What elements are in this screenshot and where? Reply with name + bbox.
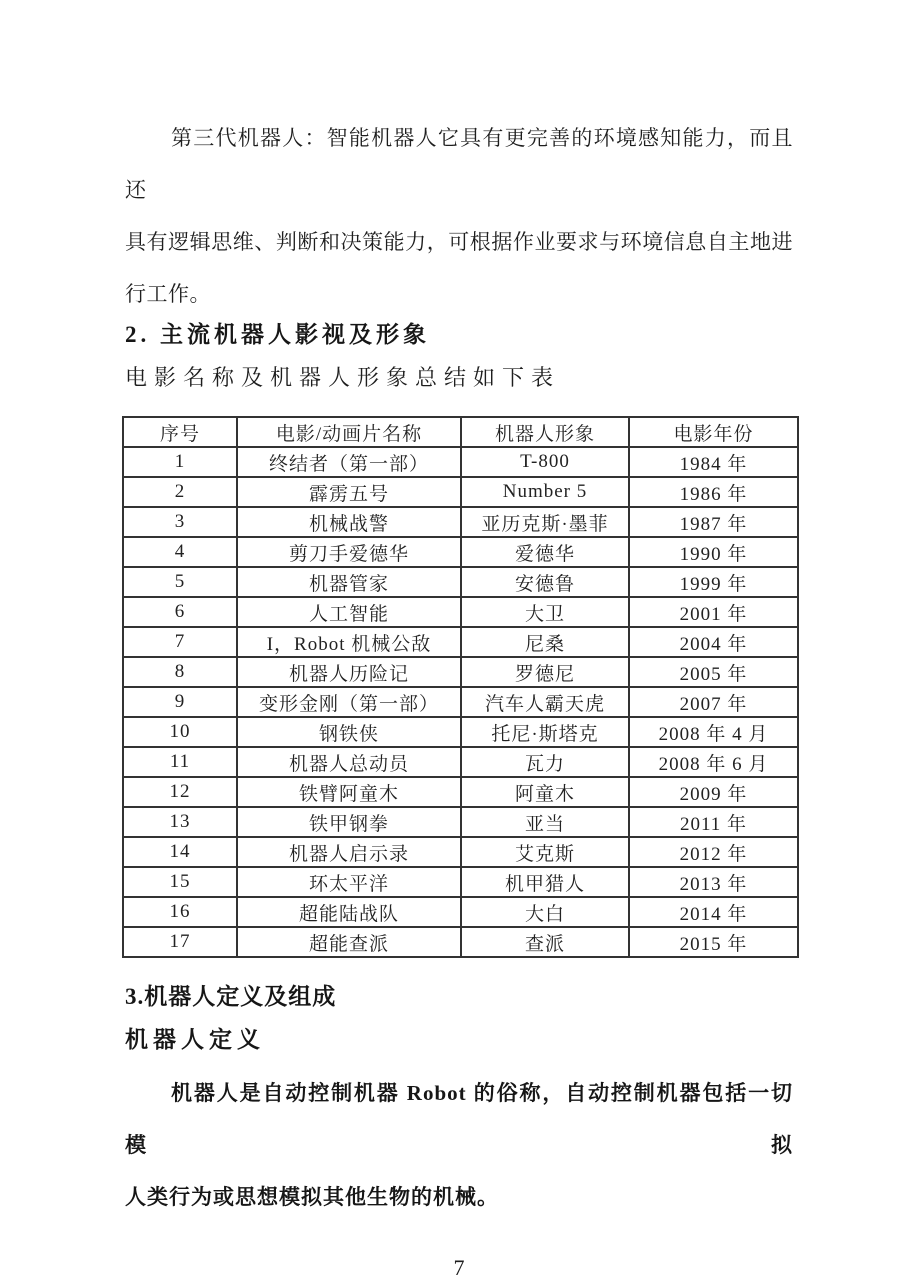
table-cell: 机器人启示录 [237,837,461,867]
table-cell: T-800 [461,447,629,477]
paragraph-line: 人类行为或思想模拟其他生物的机械。 [125,1185,499,1209]
table-cell: 2005 年 [629,657,798,687]
intro-paragraph [125,0,793,320]
table-cell: 机器管家 [237,567,461,597]
table-cell: 2007 年 [629,687,798,717]
table-cell: 超能查派 [237,927,461,957]
table-cell: 铁甲钢拳 [237,807,461,837]
table-cell: Number 5 [461,477,629,507]
table-cell: 安德鲁 [461,567,629,597]
table-caption: 电影名称及机器人形象总结如下表 [125,365,561,390]
paragraph-line: 具有逻辑思维、判断和决策能力，可根据作业要求与环境信息自主地进 [125,230,793,254]
table-cell: 1990 年 [629,537,798,567]
paragraph-line: 第三代机器人：智能机器人它具有更完善的环境感知能力，而且还 [125,126,793,202]
table-row [123,537,798,567]
table-cell: 1986 年 [629,477,798,507]
column-header-robot: 机器人形象 [461,417,629,447]
table-row [123,837,798,867]
robot-definition-paragraph [125,1067,793,1223]
table-cell: 亚当 [461,807,629,837]
table-row [123,447,798,477]
table-cell: 阿童木 [461,777,629,807]
table-cell: 机器人总动员 [237,747,461,777]
table-row [123,597,798,627]
paragraph-line: 行工作。 [125,282,211,306]
table-cell: 瓦力 [461,747,629,777]
table-cell: 2011 年 [629,807,798,837]
table-cell: 艾克斯 [461,837,629,867]
table-cell: 1 [123,447,237,477]
table-cell: 托尼·斯塔克 [461,717,629,747]
table-row [123,477,798,507]
table-cell: 剪刀手爱德华 [237,537,461,567]
movie-table-body [123,447,798,957]
table-cell: 终结者（第一部） [237,447,461,477]
table-cell: 2004 年 [629,627,798,657]
table-cell: 超能陆战队 [237,897,461,927]
table-cell: 15 [123,867,237,897]
section3-heading: 3.机器人定义及组成 [125,984,337,1009]
page-number: 7 [453,1255,465,1280]
table-cell: 1999 年 [629,567,798,597]
paragraph-line: 机器人是自动控制机器 Robot 的俗称，自动控制机器包括一切模拟 [125,1081,793,1157]
table-cell: 尼桑 [461,627,629,657]
table-row [123,747,798,777]
table-row [123,687,798,717]
table-cell: 大白 [461,897,629,927]
robot-definition-subheading: 机器人定义 [125,1027,265,1052]
table-cell: 机甲猎人 [461,867,629,897]
table-row [123,627,798,657]
table-cell: 3 [123,507,237,537]
table-cell: 霹雳五号 [237,477,461,507]
table-cell: 查派 [461,927,629,957]
section2-heading: 2. 主流机器人影视及形象 [125,322,430,347]
table-row [123,867,798,897]
column-header-movie: 电影/动画片名称 [237,417,461,447]
table-row [123,927,798,957]
table-cell: 亚历克斯·墨菲 [461,507,629,537]
table-cell: 5 [123,567,237,597]
column-header-index: 序号 [123,417,237,447]
table-cell: 2015 年 [629,927,798,957]
table-cell: 钢铁侠 [237,717,461,747]
table-row [123,777,798,807]
table-cell: 2001 年 [629,597,798,627]
table-cell: 8 [123,657,237,687]
column-header-year: 电影年份 [629,417,798,447]
table-row [123,657,798,687]
table-cell: 4 [123,537,237,567]
table-cell: 人工智能 [237,597,461,627]
movie-table-head [123,417,798,447]
table-row [123,897,798,927]
table-cell: 2008 年 4 月 [629,717,798,747]
table-cell: 2009 年 [629,777,798,807]
table-cell: 变形金刚（第一部） [237,687,461,717]
table-cell: 14 [123,837,237,867]
table-cell: 铁臂阿童木 [237,777,461,807]
table-cell: 机器人历险记 [237,657,461,687]
table-row [123,717,798,747]
movie-robot-table [122,416,799,958]
table-cell: 2012 年 [629,837,798,867]
table-cell: 2013 年 [629,867,798,897]
table-cell: 2008 年 6 月 [629,747,798,777]
table-cell: 汽车人霸天虎 [461,687,629,717]
table-cell: 环太平洋 [237,867,461,897]
table-cell: 1987 年 [629,507,798,537]
table-cell: 16 [123,897,237,927]
table-cell: 17 [123,927,237,957]
table-cell: 机械战警 [237,507,461,537]
table-row [123,567,798,597]
table-row [123,507,798,537]
table-cell: 大卫 [461,597,629,627]
table-cell: 10 [123,717,237,747]
table-row [123,807,798,837]
table-cell: 9 [123,687,237,717]
table-cell: 2 [123,477,237,507]
table-cell: 2014 年 [629,897,798,927]
table-header-row [123,417,798,447]
table-cell: 爱德华 [461,537,629,567]
table-cell: 7 [123,627,237,657]
table-cell: 13 [123,807,237,837]
table-cell: 12 [123,777,237,807]
table-cell: 罗德尼 [461,657,629,687]
table-cell: 6 [123,597,237,627]
table-cell: 11 [123,747,237,777]
table-cell: 1984 年 [629,447,798,477]
table-cell: I，Robot 机械公敌 [237,627,461,657]
